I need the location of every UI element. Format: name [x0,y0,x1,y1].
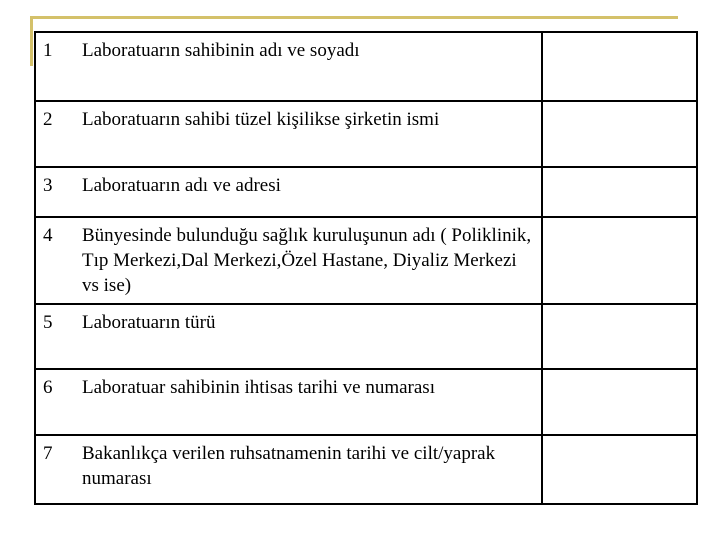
row-number: 6 [35,369,77,435]
table-row [35,304,697,369]
row-value-field[interactable] [542,167,697,217]
decorative-left-line [30,16,33,66]
row-value-field[interactable] [542,32,697,101]
decorative-top-line [30,16,678,19]
table-row [35,369,697,435]
row-value-field[interactable] [542,304,697,369]
row-value-field[interactable] [542,217,697,304]
table-row [35,32,697,101]
row-label: Bünyesinde bulunduğu sağlık kuruluşunun adı ( Poliklinik, Tıp Merkezi,Dal Merkezi,Özel Hastane, Diyaliz Merkezi vs ise) [77,217,542,304]
table-row [35,167,697,217]
row-value-field[interactable] [542,369,697,435]
table-row [35,101,697,167]
laboratory-info-form-table [34,31,698,505]
row-number: 1 [35,32,77,101]
row-label: Bakanlıkça verilen ruhsatnamenin tarihi ve cilt/yaprak numarası [77,435,542,504]
row-label: Laboratuar sahibinin ihtisas tarihi ve numarası [77,369,542,435]
row-number: 7 [35,435,77,504]
row-number: 2 [35,101,77,167]
row-label: Laboratuarın türü [77,304,542,369]
row-number: 3 [35,167,77,217]
table-row [35,217,697,304]
table-row [35,435,697,504]
row-value-field[interactable] [542,435,697,504]
row-label: Laboratuarın sahibi tüzel kişilikse şirketin ismi [77,101,542,167]
row-number: 5 [35,304,77,369]
row-value-field[interactable] [542,101,697,167]
row-number: 4 [35,217,77,304]
row-label: Laboratuarın sahibinin adı ve soyadı [77,32,542,101]
row-label: Laboratuarın adı ve adresi [77,167,542,217]
